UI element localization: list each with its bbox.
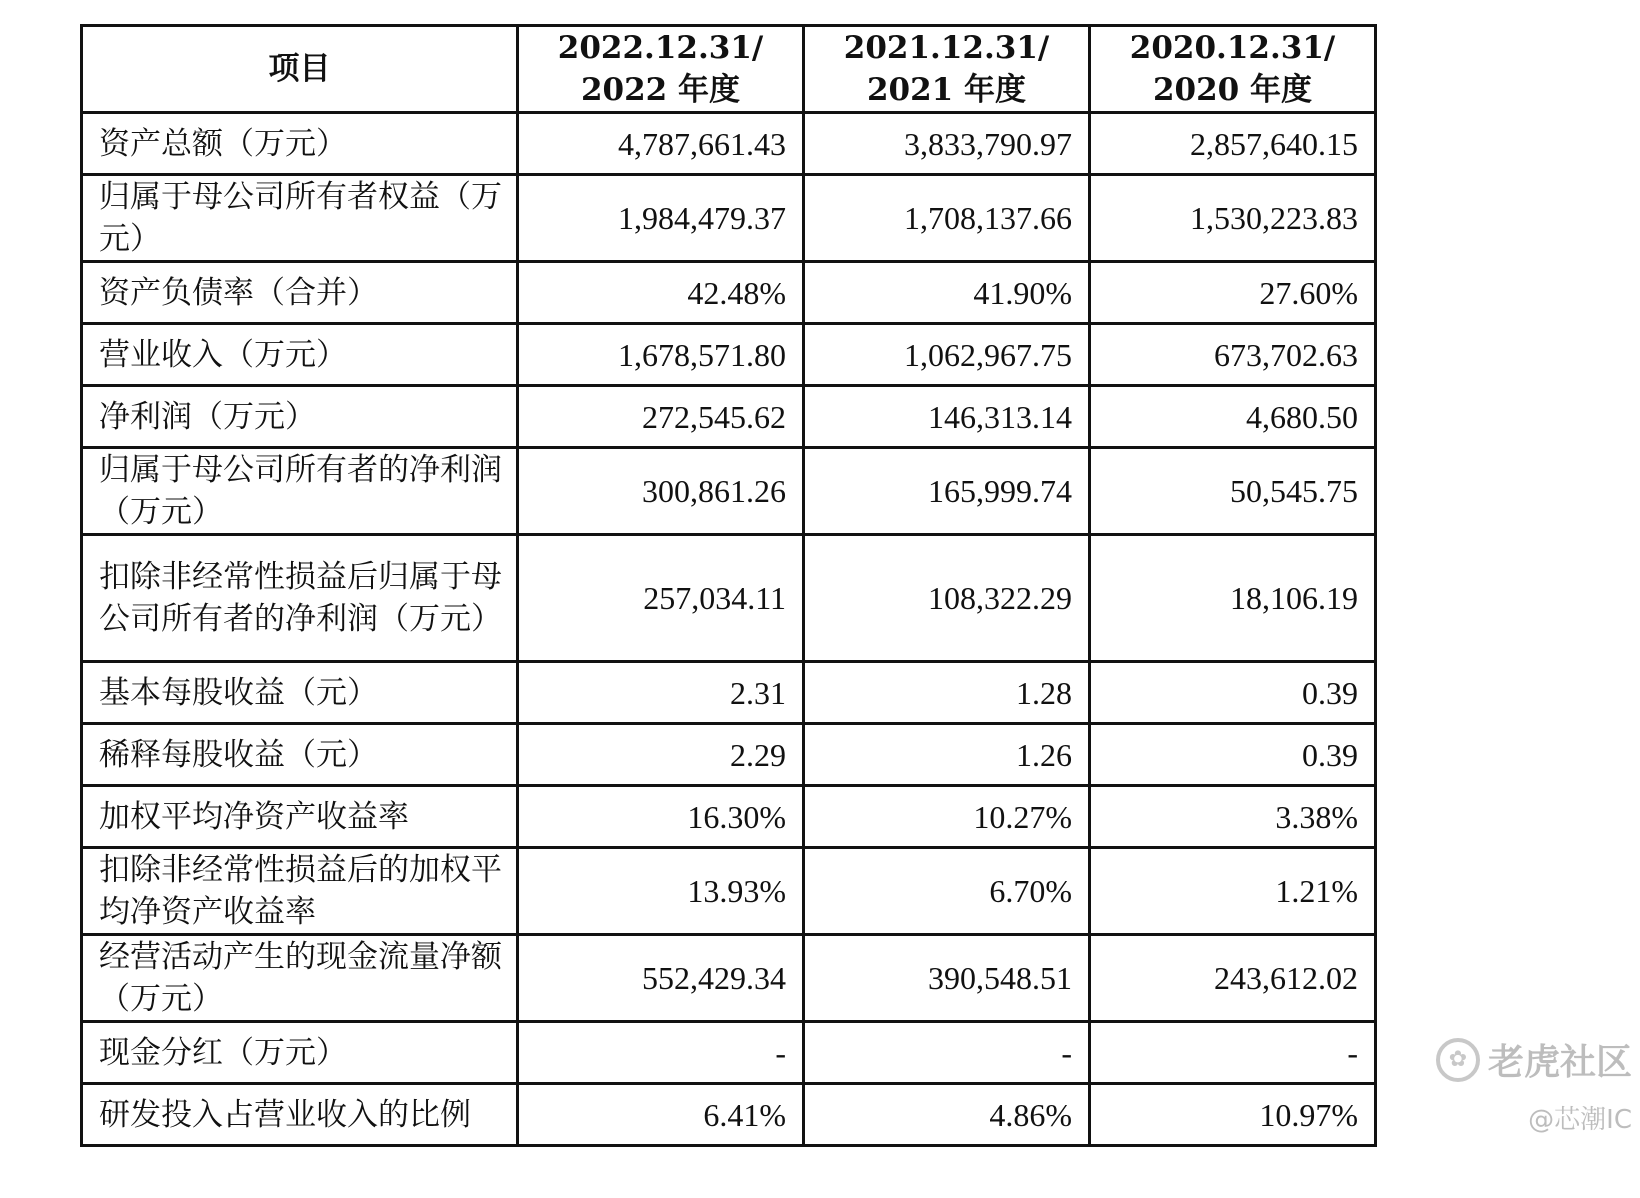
cell-value: 1.28 <box>804 662 1090 724</box>
table-row <box>82 386 1376 448</box>
cell-value: 10.27% <box>804 786 1090 848</box>
header-line: 2020 年度 <box>1152 72 1313 108</box>
cell-value: 146,313.14 <box>804 386 1090 448</box>
watermark-subtitle: @芯潮IC <box>1528 1105 1632 1135</box>
header-period-2 <box>804 26 1090 113</box>
cell-value: 42.48% <box>518 262 804 324</box>
header-period-3 <box>1090 26 1376 113</box>
row-label: 营业收入（万元） <box>82 324 518 386</box>
cell-value: 6.41% <box>518 1084 804 1146</box>
cell-value: 41.90% <box>804 262 1090 324</box>
financial-table <box>80 24 1377 1147</box>
table-row <box>82 448 1376 535</box>
cell-value: 673,702.63 <box>1090 324 1376 386</box>
watermark <box>1436 1034 1632 1136</box>
cell-value: 1.21% <box>1090 848 1376 935</box>
cell-value: 1,678,571.80 <box>518 324 804 386</box>
cell-value: 27.60% <box>1090 262 1376 324</box>
table-row <box>82 1022 1376 1084</box>
table-row <box>82 324 1376 386</box>
cell-value: 1,530,223.83 <box>1090 175 1376 262</box>
cell-value: 16.30% <box>518 786 804 848</box>
cell-value: 300,861.26 <box>518 448 804 535</box>
row-label: 资产负债率（合并） <box>82 262 518 324</box>
table-row <box>82 848 1376 935</box>
row-label: 净利润（万元） <box>82 386 518 448</box>
row-label: 现金分红（万元） <box>82 1022 518 1084</box>
header-item: 项目 <box>82 26 518 113</box>
cell-value: 50,545.75 <box>1090 448 1376 535</box>
header-line: 2020.12.31/ <box>1129 30 1336 66</box>
cell-value: 1,984,479.37 <box>518 175 804 262</box>
row-label: 资产总额（万元） <box>82 113 518 175</box>
cell-value: 1.26 <box>804 724 1090 786</box>
cell-value: 3,833,790.97 <box>804 113 1090 175</box>
header-line: 2021.12.31/ <box>843 30 1050 66</box>
cell-value: 6.70% <box>804 848 1090 935</box>
cell-value: 2,857,640.15 <box>1090 113 1376 175</box>
header-line: 2021 年度 <box>866 72 1027 108</box>
cell-value: 108,322.29 <box>804 535 1090 662</box>
cell-value: 1,062,967.75 <box>804 324 1090 386</box>
cell-value: 18,106.19 <box>1090 535 1376 662</box>
table-row <box>82 535 1376 662</box>
table-row <box>82 1084 1376 1146</box>
tiger-logo-icon: ✿ <box>1436 1038 1480 1082</box>
table-row <box>82 724 1376 786</box>
row-label: 基本每股收益（元） <box>82 662 518 724</box>
cell-value: 2.29 <box>518 724 804 786</box>
table-row <box>82 175 1376 262</box>
row-label: 归属于母公司所有者的净利润（万元） <box>82 448 518 535</box>
table-row <box>82 786 1376 848</box>
row-label: 稀释每股收益（元） <box>82 724 518 786</box>
cell-value: 0.39 <box>1090 662 1376 724</box>
cell-value: - <box>1090 1022 1376 1084</box>
cell-value: 272,545.62 <box>518 386 804 448</box>
row-label: 归属于母公司所有者权益（万元） <box>82 175 518 262</box>
row-label: 扣除非经常性损益后归属于母公司所有者的净利润（万元） <box>82 535 518 662</box>
watermark-title: 老虎社区 <box>1487 1042 1632 1083</box>
row-label: 经营活动产生的现金流量净额（万元） <box>82 935 518 1022</box>
cell-value: 243,612.02 <box>1090 935 1376 1022</box>
cell-value: 4.86% <box>804 1084 1090 1146</box>
cell-value: - <box>518 1022 804 1084</box>
cell-value: 4,680.50 <box>1090 386 1376 448</box>
cell-value: 0.39 <box>1090 724 1376 786</box>
row-label: 研发投入占营业收入的比例 <box>82 1084 518 1146</box>
cell-value: 2.31 <box>518 662 804 724</box>
watermark-main <box>1436 1034 1632 1085</box>
table-row <box>82 662 1376 724</box>
cell-value: - <box>804 1022 1090 1084</box>
table-header-row <box>82 26 1376 113</box>
cell-value: 552,429.34 <box>518 935 804 1022</box>
header-line: 2022.12.31/ <box>557 30 764 66</box>
cell-value: 165,999.74 <box>804 448 1090 535</box>
cell-value: 10.97% <box>1090 1084 1376 1146</box>
cell-value: 257,034.11 <box>518 535 804 662</box>
cell-value: 1,708,137.66 <box>804 175 1090 262</box>
header-line: 2022 年度 <box>580 72 741 108</box>
row-label: 加权平均净资产收益率 <box>82 786 518 848</box>
row-label: 扣除非经常性损益后的加权平均净资产收益率 <box>82 848 518 935</box>
table-row <box>82 935 1376 1022</box>
cell-value: 390,548.51 <box>804 935 1090 1022</box>
header-period-1 <box>518 26 804 113</box>
cell-value: 3.38% <box>1090 786 1376 848</box>
table-row <box>82 113 1376 175</box>
cell-value: 13.93% <box>518 848 804 935</box>
table-row <box>82 262 1376 324</box>
cell-value: 4,787,661.43 <box>518 113 804 175</box>
table-body <box>82 113 1376 1146</box>
